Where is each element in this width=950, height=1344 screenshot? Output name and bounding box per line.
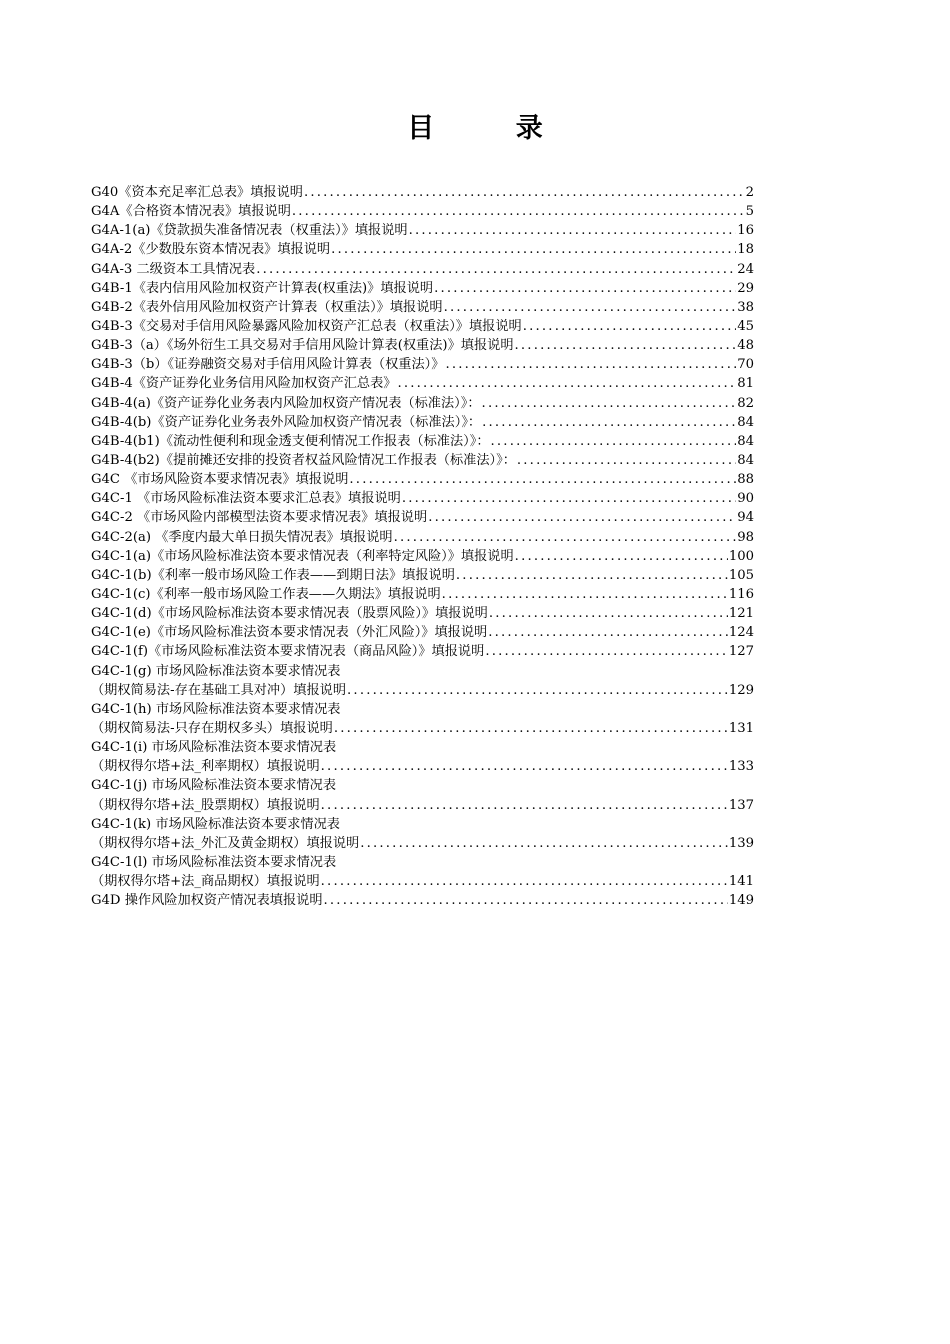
toc-entry-title: G4B-4(b1)《流动性便利和现金透支便利情况工作报表（标准法）》： bbox=[91, 433, 490, 449]
toc-entry[interactable] bbox=[91, 642, 754, 661]
toc-entry-heading[interactable]: G4C-1(h) 市场风险标准法资本要求情况表 bbox=[91, 701, 341, 717]
toc-page-number: 29 bbox=[737, 280, 754, 296]
toc-entry[interactable] bbox=[91, 432, 754, 451]
toc-entry-title: （期权简易法-只存在期权多头）填报说明 bbox=[91, 720, 333, 736]
toc-entry-title: （期权得尔塔+法_股票期权）填报说明 bbox=[91, 797, 320, 813]
toc-entry[interactable] bbox=[91, 394, 754, 413]
toc-page-number: 81 bbox=[737, 376, 754, 392]
toc-page-number: 100 bbox=[728, 548, 754, 564]
toc-entry[interactable] bbox=[91, 566, 754, 585]
toc-entry-heading[interactable]: G4C-1(j) 市场风险标准法资本要求情况表 bbox=[91, 778, 337, 794]
toc-entry-title: G4C-1 《市场风险标准法资本要求汇总表》填报说明 bbox=[91, 491, 401, 507]
toc-entry-heading[interactable]: G4C-1(g) 市场风险标准法资本要求情况表 bbox=[91, 663, 341, 679]
toc-entry-heading[interactable]: G4C-1(i) 市场风险标准法资本要求情况表 bbox=[91, 740, 337, 756]
toc-entry-title: G4A-2《少数股东资本情况表》填报说明 bbox=[91, 242, 331, 258]
toc-dot-leader bbox=[347, 681, 728, 700]
toc-page-number: 90 bbox=[737, 491, 754, 507]
toc-entry[interactable] bbox=[91, 604, 754, 623]
toc-dot-leader bbox=[334, 719, 728, 738]
toc-dot-leader bbox=[523, 317, 736, 336]
toc-dot-leader bbox=[489, 604, 728, 623]
toc-dot-leader bbox=[488, 623, 728, 642]
toc-entry-title: G4A-1(a)《贷款损失准备情况表（权重法）》填报说明 bbox=[91, 223, 408, 239]
toc-entry[interactable] bbox=[91, 413, 754, 432]
toc-page-number: 127 bbox=[728, 644, 754, 660]
toc-entry-title: G4C-1(f)《市场风险标准法资本要求情况表（商品风险）》填报说明 bbox=[91, 644, 485, 660]
toc-entry[interactable] bbox=[91, 355, 754, 374]
table-of-contents bbox=[91, 183, 754, 910]
toc-entry-heading[interactable]: G4C-1(k) 市场风险标准法资本要求情况表 bbox=[91, 816, 340, 832]
toc-dot-leader bbox=[331, 240, 736, 259]
toc-entry[interactable] bbox=[91, 489, 754, 508]
toc-dot-leader bbox=[402, 489, 736, 508]
toc-dot-leader bbox=[256, 260, 736, 279]
toc-entry-title: G4B-2《表外信用风险加权资产计算表（权重法）》填报说明 bbox=[91, 299, 443, 315]
toc-dot-leader bbox=[321, 872, 728, 891]
toc-entry-title: （期权得尔塔+法_利率期权）填报说明 bbox=[91, 759, 320, 775]
toc-entry[interactable] bbox=[91, 719, 754, 738]
toc-entry-title: （期权简易法-存在基础工具对冲）填报说明 bbox=[91, 682, 347, 698]
toc-entry-title: G4B-3（a）《场外衍生工具交易对手信用风险计算表(权重法)》填报说明 bbox=[91, 338, 514, 354]
toc-entry-title: G4C-1(b)《利率一般市场风险工作表——到期日法》填报说明 bbox=[91, 567, 455, 583]
toc-entry-title: G4C-1(c)《利率一般市场风险工作表——久期法》填报说明 bbox=[91, 586, 441, 602]
toc-dot-leader bbox=[349, 470, 736, 489]
toc-entry-title: （期权得尔塔+法_外汇及黄金期权）填报说明 bbox=[91, 835, 360, 851]
toc-page-number: 149 bbox=[728, 893, 754, 909]
toc-page-number: 124 bbox=[728, 625, 754, 641]
toc-entry-title: G4D 操作风险加权资产情况表填报说明 bbox=[91, 893, 323, 909]
toc-entry-title: G4B-4(b2)《提前摊还安排的投资者权益风险情况工作报表（标准法）》： bbox=[91, 452, 516, 468]
toc-entry-title: G4A《合格资本情况表》填报说明 bbox=[91, 204, 291, 220]
toc-dot-leader bbox=[428, 508, 736, 527]
toc-entry-title: G4C 《市场风险资本要求情况表》填报说明 bbox=[91, 472, 349, 488]
toc-dot-leader bbox=[442, 585, 728, 604]
toc-dot-leader bbox=[321, 757, 728, 776]
toc-entry-title: G4C-2(a) 《季度内最大单日损失情况表》填报说明 bbox=[91, 529, 393, 545]
toc-page-number: 84 bbox=[737, 414, 754, 430]
toc-entry-title: G4C-1(d)《市场风险标准法资本要求情况表（股票风险）》填报说明 bbox=[91, 606, 488, 622]
toc-page-number: 105 bbox=[728, 567, 754, 583]
toc-dot-leader bbox=[324, 891, 728, 910]
toc-page-number: 139 bbox=[728, 835, 754, 851]
toc-entry[interactable] bbox=[91, 585, 754, 604]
toc-entry[interactable] bbox=[91, 681, 754, 700]
toc-entry-title: G4B-3《交易对手信用风险暴露风险加权资产汇总表（权重法）》填报说明 bbox=[91, 318, 522, 334]
toc-entry-title: G4B-4《资产证券化业务信用风险加权资产汇总表》 bbox=[91, 376, 397, 392]
toc-dot-leader bbox=[482, 394, 737, 413]
toc-page-number: 98 bbox=[737, 529, 754, 545]
toc-dot-leader bbox=[515, 336, 737, 355]
toc-dot-leader bbox=[482, 413, 736, 432]
toc-entry[interactable] bbox=[91, 374, 754, 393]
toc-entry[interactable] bbox=[91, 336, 754, 355]
toc-entry-title: （期权得尔塔+法_商品期权）填报说明 bbox=[91, 874, 320, 890]
toc-page-number: 84 bbox=[737, 452, 754, 468]
toc-entry[interactable] bbox=[91, 183, 754, 202]
toc-page-number: 48 bbox=[737, 338, 754, 354]
toc-dot-leader bbox=[304, 183, 745, 202]
toc-page-number: 82 bbox=[737, 395, 754, 411]
toc-page-number: 5 bbox=[745, 204, 754, 220]
toc-page-number: 116 bbox=[728, 586, 754, 602]
toc-page-number: 133 bbox=[728, 759, 754, 775]
toc-entry-title: G4C-2 《市场风险内部模型法资本要求情况表》填报说明 bbox=[91, 510, 428, 526]
toc-entry[interactable] bbox=[91, 834, 754, 853]
toc-entry[interactable] bbox=[91, 240, 754, 259]
toc-entry[interactable] bbox=[91, 623, 754, 642]
toc-dot-leader bbox=[292, 202, 745, 221]
toc-entry-title: G4B-3（b）《证券融资交易对手信用风险计算表（权重法）》 bbox=[91, 357, 445, 373]
toc-page-number: 129 bbox=[728, 682, 754, 698]
toc-page-number: 84 bbox=[737, 433, 754, 449]
toc-dot-leader bbox=[360, 834, 728, 853]
toc-page-number: 38 bbox=[737, 299, 754, 315]
toc-page-number: 24 bbox=[737, 261, 754, 277]
toc-entry-title: G40《资本充足率汇总表》填报说明 bbox=[91, 185, 303, 200]
toc-entry[interactable] bbox=[91, 451, 754, 470]
toc-dot-leader bbox=[456, 566, 728, 585]
toc-entry-title: G4B-4(a)《资产证券化业务表内风险加权资产情况表（标准法）》： bbox=[91, 395, 481, 411]
toc-entry[interactable] bbox=[91, 796, 754, 815]
toc-page-number: 121 bbox=[728, 606, 754, 622]
toc-entry[interactable] bbox=[91, 260, 754, 279]
toc-entry[interactable] bbox=[91, 279, 754, 298]
toc-entry-title: G4B-4(b)《资产证券化业务表外风险加权资产情况表（标准法）》： bbox=[91, 414, 482, 430]
toc-dot-leader bbox=[321, 796, 728, 815]
toc-dot-leader bbox=[491, 432, 737, 451]
toc-entry[interactable] bbox=[91, 470, 754, 489]
toc-entry[interactable] bbox=[91, 547, 754, 566]
toc-dot-leader bbox=[397, 374, 736, 393]
toc-entry-title: G4B-1《表内信用风险加权资产计算表(权重法)》填报说明 bbox=[91, 280, 434, 296]
toc-dot-leader bbox=[394, 528, 737, 547]
toc-entry-title: G4C-1(a)《市场风险标准法资本要求情况表（利率特定风险）》填报说明 bbox=[91, 548, 514, 564]
toc-page-number: 16 bbox=[737, 223, 754, 239]
toc-entry[interactable] bbox=[91, 202, 754, 221]
toc-page-number: 141 bbox=[728, 874, 754, 890]
toc-dot-leader bbox=[517, 451, 736, 470]
toc-page-number: 137 bbox=[728, 797, 754, 813]
toc-entry-title: G4A-3 二级资本工具情况表 bbox=[91, 261, 256, 277]
toc-page-number: 88 bbox=[737, 472, 754, 488]
toc-page-number: 70 bbox=[737, 357, 754, 373]
toc-entry-heading[interactable]: G4C-1(l) 市场风险标准法资本要求情况表 bbox=[91, 854, 337, 870]
toc-entry[interactable] bbox=[91, 317, 754, 336]
toc-entry-title: G4C-1(e)《市场风险标准法资本要求情况表（外汇风险）》填报说明 bbox=[91, 625, 488, 641]
toc-page-number: 94 bbox=[737, 510, 754, 526]
toc-entry[interactable] bbox=[91, 221, 754, 240]
toc-entry[interactable] bbox=[91, 872, 754, 891]
toc-dot-leader bbox=[515, 547, 728, 566]
toc-page-number: 18 bbox=[737, 242, 754, 258]
toc-dot-leader bbox=[445, 355, 736, 374]
toc-dot-leader bbox=[444, 298, 737, 317]
toc-page-number: 45 bbox=[737, 318, 754, 334]
page-title: 目 录 bbox=[407, 113, 579, 144]
toc-entry[interactable] bbox=[91, 757, 754, 776]
toc-entry[interactable] bbox=[91, 298, 754, 317]
toc-dot-leader bbox=[409, 221, 737, 240]
toc-dot-leader bbox=[434, 279, 736, 298]
toc-entry[interactable] bbox=[91, 508, 754, 527]
toc-entry[interactable] bbox=[91, 891, 754, 910]
toc-dot-leader bbox=[485, 642, 728, 661]
toc-entry[interactable] bbox=[91, 528, 754, 547]
toc-page-number: 131 bbox=[728, 720, 754, 736]
toc-page-number: 2 bbox=[745, 185, 754, 200]
